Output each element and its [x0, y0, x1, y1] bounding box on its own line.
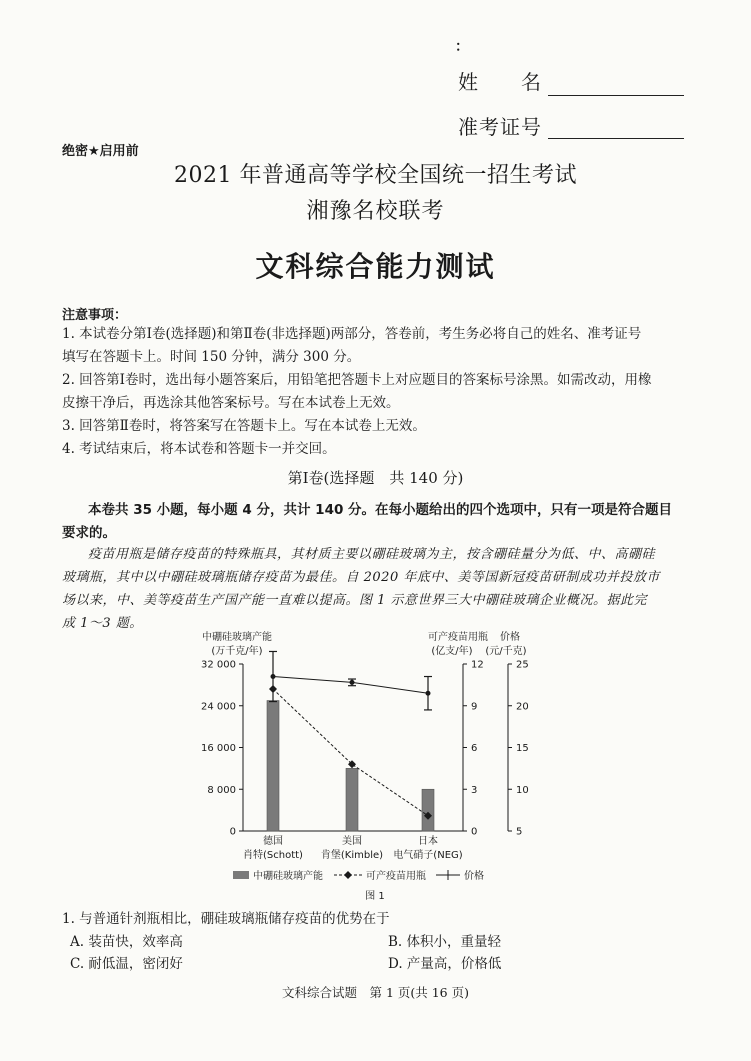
name-line	[548, 94, 684, 96]
bar-capacity	[346, 768, 358, 831]
legend-label-price: 价格	[464, 871, 484, 882]
right-axis1-title: 可产疫苗用瓶	[428, 632, 488, 643]
option-b[interactable]: B. 体积小，重量轻	[388, 934, 502, 950]
bar-capacity	[422, 789, 434, 831]
id-label: 准考证号	[458, 115, 542, 139]
passage-line: 场以来，中、美等疫苗生产国产能一直难以提高。图 1 示意世界三大中硼硅玻璃企业概况。据此完	[62, 593, 648, 608]
left-tick-label: 24 000	[201, 701, 236, 713]
right2-tick-label: 15	[516, 743, 529, 754]
left-tick-label: 0	[229, 826, 236, 838]
secret-mark: 绝密★启用前	[62, 144, 139, 159]
right-axis2-title: 价格	[500, 632, 520, 643]
intro-line: 要求的。	[62, 525, 116, 541]
right1-tick-label: 6	[471, 743, 478, 754]
question-stem: 1. 与普通针剂瓶相比，硼硅玻璃瓶储存疫苗的优势在于	[62, 911, 390, 927]
notice-line: 3. 回答第Ⅱ卷时，将答案写在答题卡上。写在本试卷上无效。	[62, 418, 426, 434]
legend-swatch-diamond	[344, 871, 352, 879]
left-axis-title: 中硼硅玻璃产能	[202, 632, 272, 643]
left-tick-label: 8 000	[207, 784, 236, 796]
right2-tick-label: 20	[516, 701, 529, 713]
passage-line: 成 1～3 题。	[62, 616, 143, 631]
notice-heading: 注意事项：	[62, 308, 128, 323]
category-company: 肖特(Schott)	[243, 850, 303, 861]
figure-caption: 图 1	[365, 891, 385, 902]
bar-capacity	[267, 701, 279, 831]
right-axis2-unit: (元/千克)	[485, 646, 527, 657]
figure-1-chart	[0, 625, 751, 910]
legend-label-vials: 可产疫苗用瓶	[366, 871, 426, 882]
point-price	[271, 674, 276, 679]
passage	[62, 543, 702, 635]
right1-tick-label: 9	[471, 701, 478, 713]
option-c[interactable]: C. 耐低温，密闭好	[70, 956, 183, 972]
section-intro	[62, 499, 702, 545]
name-label: 姓 名	[458, 70, 542, 94]
legend-swatch-bar	[233, 871, 249, 879]
page-footer: 文科综合试题 第 1 页(共 16 页)	[281, 985, 469, 1000]
notice-line: 4. 考试结束后，将本试卷和答题卡一并交回。	[62, 441, 336, 457]
category-company: 电气硝子(NEG)	[393, 850, 463, 861]
category-country: 日本	[418, 836, 438, 847]
category-country: 德国	[263, 836, 283, 847]
right2-tick-label: 25	[516, 659, 529, 671]
notice-line: 皮擦干净后，再选涂其他答案标号。写在本试卷上无效。	[62, 395, 400, 411]
subject-title: 文科综合能力测试	[255, 250, 496, 283]
notice-line: 1. 本试卷分第Ⅰ卷(选择题)和第Ⅱ卷(非选择题)两部分，答卷前，考生务必将自己的姓名、准考证号	[62, 326, 642, 342]
passage-line: 疫苗用瓶是储存疫苗的特殊瓶具，其材质主要以硼硅玻璃为主，按含硼硅量分为低、中、高硼硅	[88, 547, 656, 562]
left-axis-unit: (万千克/年)	[211, 646, 263, 657]
notice-list	[62, 323, 702, 461]
point-price	[350, 680, 355, 685]
right2-tick-label: 10	[516, 784, 529, 796]
exam-subtitle: 湘豫名校联考	[306, 199, 445, 224]
right2-tick-label: 5	[516, 826, 523, 838]
point-price	[426, 691, 431, 696]
section-title: 第Ⅰ卷(选择题 共 140 分)	[287, 469, 464, 487]
legend-label-capacity: 中硼硅玻璃产能	[253, 871, 323, 882]
right1-tick-label: 12	[471, 659, 484, 671]
notice-line: 2. 回答第Ⅰ卷时，选出每小题答案后，用铅笔把答题卡上对应题目的答案标号涂黑。如需改动，用橡	[62, 372, 652, 388]
option-a[interactable]: A. 装苗快，效率高	[70, 934, 183, 950]
left-tick-label: 32 000	[201, 659, 236, 671]
category-country: 美国	[342, 836, 362, 847]
right1-tick-label: 0	[471, 826, 478, 838]
left-tick-label: 16 000	[201, 743, 236, 754]
option-d[interactable]: D. 产量高，价格低	[388, 956, 502, 972]
right-axis1-unit: (亿支/年)	[431, 646, 473, 657]
right1-tick-label: 3	[471, 784, 478, 796]
exam-title: 2021 年普通高等学校全国统一招生考试	[174, 163, 577, 188]
intro-line: 本卷共 35 小题，每小题 4 分，共计 140 分。在每小题给出的四个选项中，只有一项是符合题目	[88, 502, 673, 518]
category-company: 肯堡(Kimble)	[320, 850, 384, 861]
header-dot: ：	[455, 39, 469, 55]
passage-line: 玻璃瓶，其中以中硼硅玻璃瓶储存疫苗为最佳。自 2020 年底中、美等国新冠疫苗研制成功并投放市	[62, 570, 660, 585]
id-line	[548, 137, 684, 139]
notice-line: 填写在答题卡上。时间 150 分钟，满分 300 分。	[62, 349, 361, 365]
